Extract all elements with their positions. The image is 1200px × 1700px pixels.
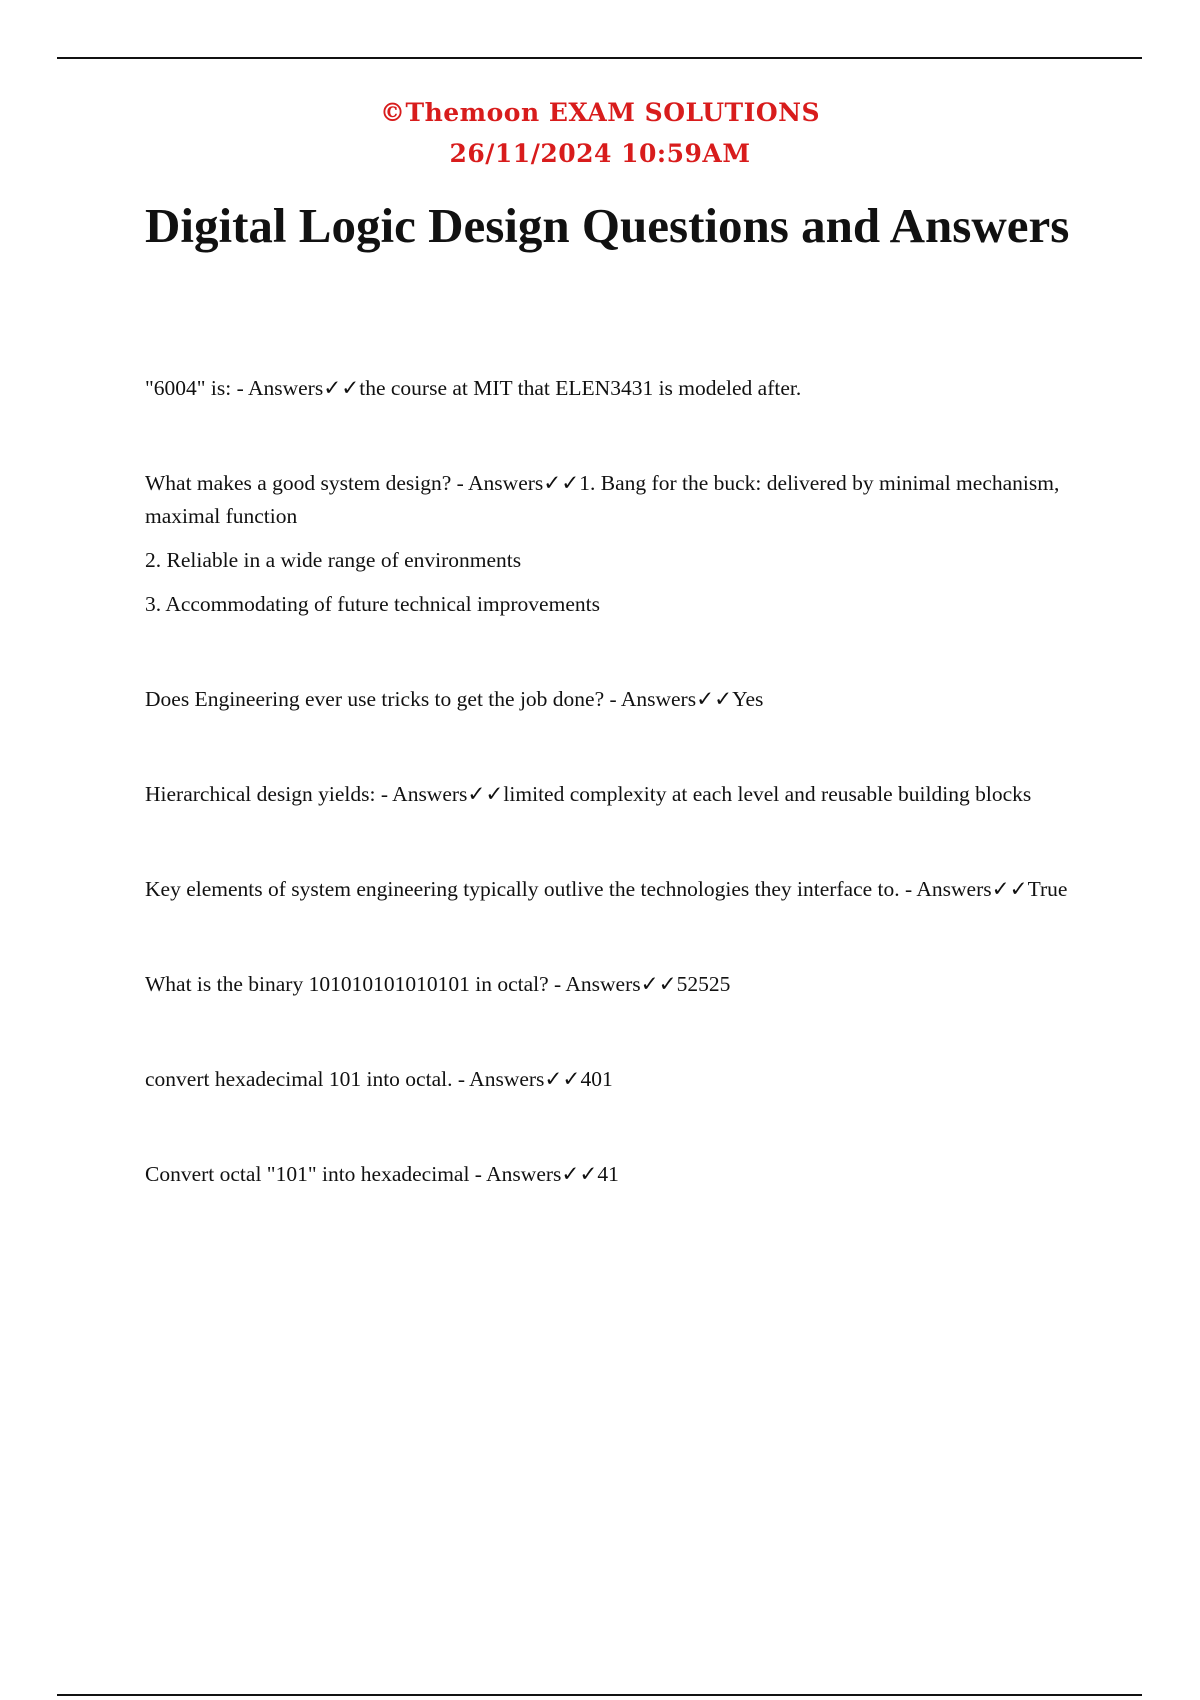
qa-item (145, 873, 1085, 906)
watermark-timestamp: 26/11/2024 10:59AM (449, 139, 751, 168)
bottom-rule (57, 1694, 1142, 1696)
qa-text: convert hexadecimal 101 into octal. - Answers✓✓401 (145, 1067, 613, 1091)
qa-text: What is the binary 101010101010101 in octal? - Answers✓✓52525 (145, 972, 731, 996)
top-rule (57, 57, 1142, 59)
qa-text: Does Engineering ever use tricks to get the job done? - Answers✓✓Yes (145, 687, 764, 711)
qa-text: 3. Accommodating of future technical improvements (145, 592, 600, 616)
qa-item (145, 372, 1085, 405)
qa-text: What makes a good system design? - Answers✓✓1. Bang for the buck: delivered by minimal mechanism, maximal function (145, 471, 1060, 528)
qa-item (145, 968, 1085, 1001)
qa-item (145, 683, 1085, 716)
document-title: Digital Logic Design Questions and Answers (145, 198, 1070, 253)
qa-text: 2. Reliable in a wide range of environments (145, 548, 522, 572)
qa-item (145, 467, 1085, 621)
qa-text: "6004" is: - Answers✓✓the course at MIT that ELEN3431 is modeled after. (145, 376, 802, 400)
qa-list (145, 372, 1085, 1253)
qa-text: Convert octal "101" into hexadecimal - Answers✓✓41 (145, 1162, 619, 1186)
qa-item (145, 1063, 1085, 1096)
qa-text: Key elements of system engineering typically outlive the technologies they interface to. - Answers✓✓True (145, 877, 1068, 901)
qa-item (145, 778, 1085, 811)
exam-solutions-watermark (0, 92, 1200, 174)
watermark-brand: ©Themoon EXAM SOLUTIONS (379, 98, 821, 127)
qa-text: Hierarchical design yields: - Answers✓✓limited complexity at each level and reusable building blocks (145, 782, 1032, 806)
qa-item (145, 1158, 1085, 1191)
